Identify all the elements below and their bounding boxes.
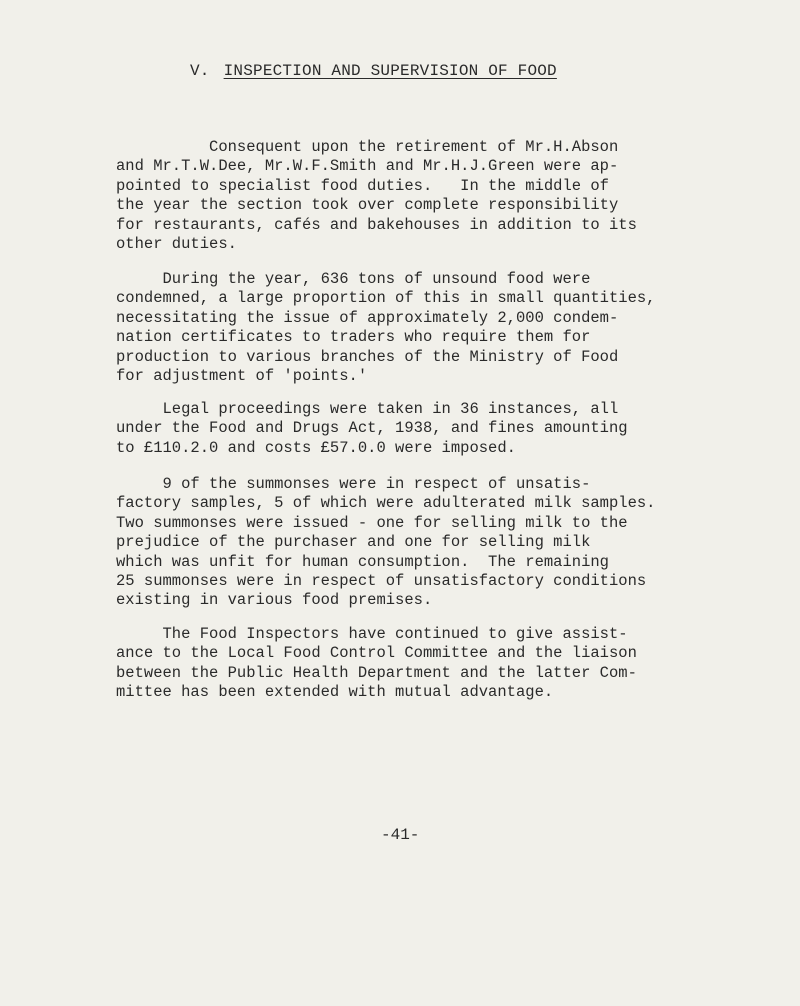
text-line: for restaurants, cafés and bakehouses in addition to its — [116, 215, 637, 234]
text-line: The Food Inspectors have continued to give assist- — [116, 625, 628, 643]
text-line: ance to the Local Food Control Committee and the liaison — [116, 644, 637, 663]
text-line: pointed to specialist food duties. In the middle of — [116, 176, 609, 195]
paragraph-staff-changes — [116, 138, 776, 254]
text-line: prejudice of the purchaser and one for selling milk — [116, 533, 591, 552]
text-line: existing in various food premises. — [116, 591, 433, 610]
section-number: V. — [190, 62, 210, 80]
paragraph-unsound-food — [116, 270, 776, 386]
text-line: condemned, a large proportion of this in small quantities, — [116, 289, 656, 308]
text-line: under the Food and Drugs Act, 1938, and fines amounting — [116, 419, 628, 438]
text-line: other duties. — [116, 235, 237, 254]
text-line: and Mr.T.W.Dee, Mr.W.F.Smith and Mr.H.J.Green were ap- — [116, 157, 619, 176]
text-line: nation certificates to traders who require them for — [116, 328, 591, 347]
text-line: for adjustment of 'points.' — [116, 367, 368, 386]
text-line: During the year, 636 tons of unsound food were — [116, 270, 591, 288]
text-line: to £110.2.0 and costs £57.0.0 were imposed. — [116, 438, 516, 457]
paragraph-summonses — [116, 475, 776, 611]
text-line: between the Public Health Department and the latter Com- — [116, 663, 637, 682]
paragraph-legal-proceedings — [116, 400, 776, 458]
text-line: Two summonses were issued - one for selling milk to the — [116, 513, 628, 532]
text-line: the year the section took over complete responsibility — [116, 196, 619, 215]
section-heading — [190, 62, 557, 80]
section-title: INSPECTION AND SUPERVISION OF FOOD — [223, 62, 557, 80]
text-line: production to various branches of the Ministry of Food — [116, 347, 619, 366]
text-line: which was unfit for human consumption. The remaining — [116, 552, 609, 571]
text-line: 9 of the summonses were in respect of unsatis- — [116, 475, 591, 493]
text-line: necessitating the issue of approximately 2,000 condem- — [116, 308, 619, 327]
text-line: Consequent upon the retirement of Mr.H.Abson — [116, 138, 619, 156]
text-line: 25 summonses were in respect of unsatisfactory conditions — [116, 572, 647, 591]
page-number: -41- — [381, 826, 420, 844]
paragraph-food-inspectors — [116, 625, 776, 703]
text-line: Legal proceedings were taken in 36 instances, all — [116, 400, 619, 418]
text-line: factory samples, 5 of which were adulterated milk samples. — [116, 494, 656, 513]
text-line: mittee has been extended with mutual advantage. — [116, 683, 554, 702]
